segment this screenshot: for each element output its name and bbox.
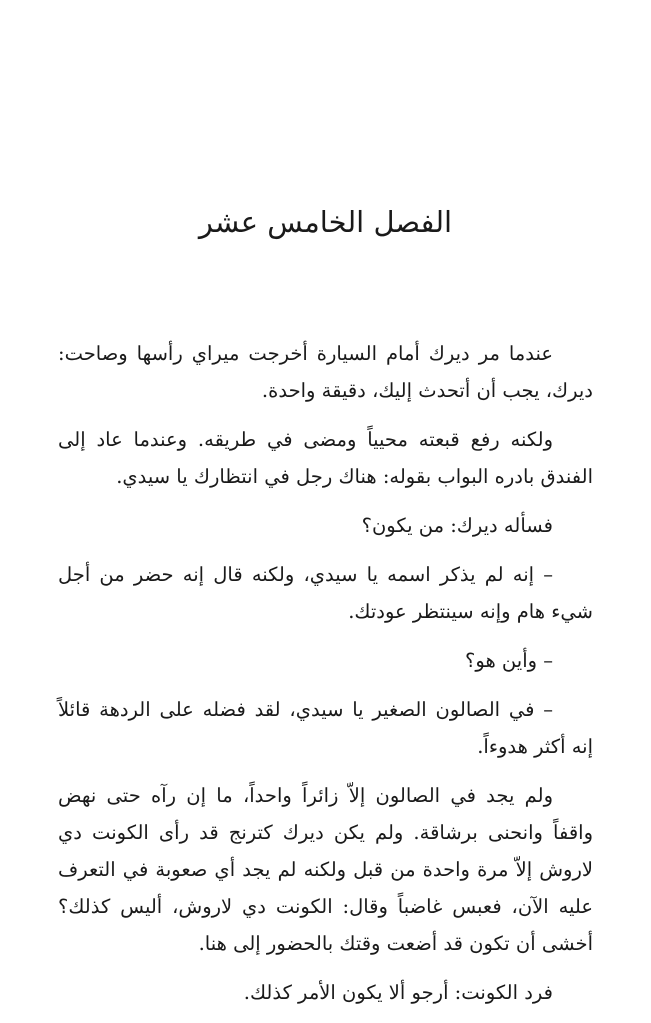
paragraph: فرد الكونت: أرجو ألا يكون الأمر كذلك. <box>243 981 553 1004</box>
dialogue-paragraph: – وأين هو؟ <box>465 649 553 672</box>
paragraph: ولكنه رفع قبعته محيياً ومضى في طريقه. وعندما عاد إلى الفندق بادره البواب بقوله: هناك رجل في انتظارك يا سيدي. <box>58 428 593 488</box>
dialogue-paragraph: – في الصالون الصغير يا سيدي، لقد فضله على الردهة قائلاً إنه أكثر هدوءاً. <box>58 698 593 758</box>
dialogue-paragraph: – إنه لم يذكر اسمه يا سيدي، ولكنه قال إنه حضر من أجل شيء هام وإنه سينتظر عودتك. <box>58 563 593 623</box>
paragraph: فسأله ديرك: من يكون؟ <box>361 514 553 537</box>
paragraph: عندما مر ديرك أمام السيارة أخرجت ميراي رأسها وصاحت: ديرك، يجب أن أتحدث إليك، دقيقة واحدة. <box>58 342 593 402</box>
chapter-title: الفصل الخامس عشر <box>198 205 453 239</box>
chapter-body <box>58 335 593 1023</box>
paragraph: ولم يجد في الصالون إلاّ زائراً واحداً، ما إن رآه حتى نهض واقفاً وانحنى برشاقة. ولم يكن ديرك كترنج قد رأى الكونت دي لاروش إلاّ مرة واحدة من قبل ولكنه لم يجد أي صعوبة في التعرف عليه الآن، فعبس غاضباً وقال: الكونت دي لاروش، أليس كذلك؟ أخشى أن تكون قد أضعت وقتك بالحضور إلى هنا. <box>58 784 593 955</box>
